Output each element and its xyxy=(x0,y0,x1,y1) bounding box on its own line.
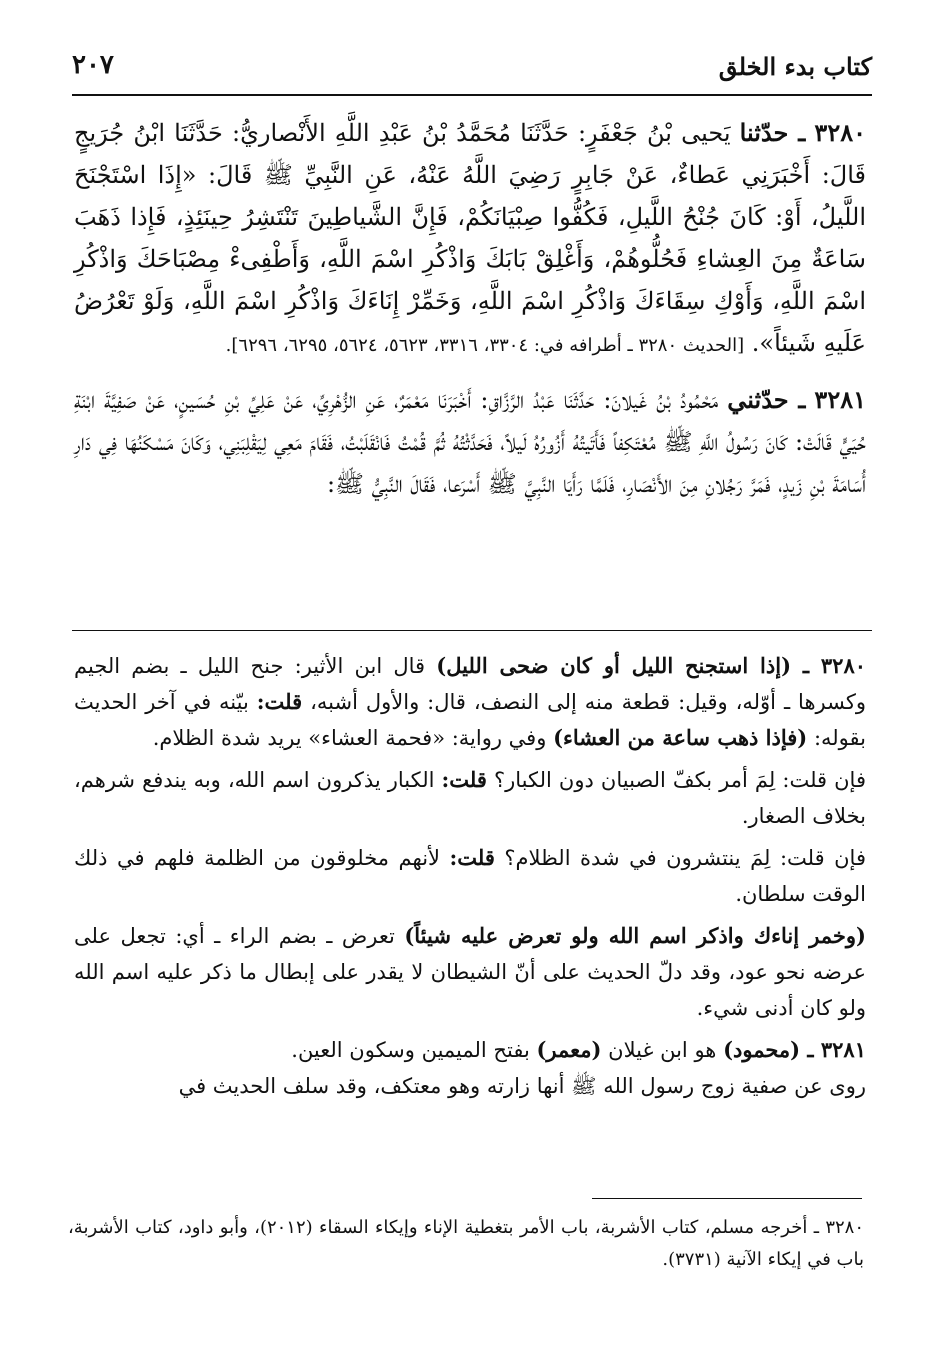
page-header xyxy=(72,44,872,94)
hadith-opening: حدّثنا xyxy=(739,118,789,147)
commentary-text: لأنهم مخلوقون من الظلمة فلهم في ذلك الوقت سلطان. xyxy=(74,846,866,906)
hadith-number: ٣٢٨٠ xyxy=(814,118,866,147)
commentary-paragraph: ٣٢٨٠ ـ (إذا استجنح الليل أو كان ضحى الليل) قال ابن الأثير: جنح الليل ـ بضم الجيم وكسرها ـ أوّله، وقيل: قطعة منه إلى النصف، قال: والأول أشبه، قلت: بيّنه في آخر الحديث بقوله: (فإذا ذهب ساعة من العشاء) وفي رواية: «فحمة العشاء» يريد شدة الظلام. xyxy=(74,653,867,750)
qult-label: قلت: xyxy=(256,689,303,714)
commentary-lemma: (فإذا ذهب ساعة من العشاء) xyxy=(553,725,808,750)
hadith-opening: حدّثني xyxy=(727,385,789,414)
hadith-text xyxy=(74,112,866,517)
header-rule xyxy=(72,94,872,96)
commentary-text: قال ابن الأثير: جنح الليل ـ بضم الجيم وكسرها ـ أوّله، وقيل: قطعة منه إلى النصف، قال: والأول أشبه، xyxy=(74,654,866,714)
commentary-paragraph xyxy=(74,918,866,1026)
commentary-lemma: (وخمر إناءك واذكر اسم الله ولو تعرض عليه شيئاً) xyxy=(404,923,866,948)
hadith-reference: [الحديث ٣٢٨٠ ـ أطرافه في: ٣٣٠٤، ٣٣١٦، ٥٦٢٣، ٥٦٢٤، ٦٢٩٥، ٦٢٩٦]. xyxy=(225,335,745,356)
commentary-lemma: (معمر) xyxy=(536,1037,602,1062)
commentary-text: بيّنه في آخر الحديث بقوله: xyxy=(74,690,866,750)
hadith-3280: ٣٢٨٠ ـ حدّثنا يَحيى بْنُ جَعْفَرٍ: حَدَّثَنَا مُحَمَّدُ بْنُ عَبْدِ اللَّهِ الأَنْصاريُّ: حَدَّثَنَا ابْنُ جُرَيجٍ قَالَ: أَخْبَرَنِي عَطاءٌ، عَنْ جَابِرٍ رَضِيَ اللَّهُ عَنْهُ، عَنِ النَّبِيِّ ﷺ قَالَ: «إِذَا اسْتَجْنَحَ اللَّيلُ، أَوْ: كَانَ جُنْحُ اللَّيلِ، فَكُفُّوا صِبْيَانَكُمْ، فَإِنَّ الشَّياطِينَ تَنْتَشِرُ حِينَئِذٍ، فَإِذا ذَهَبَ سَاعَةٌ مِنَ العِشاءِ فَحُلُّوهُمْ، وَأَغْلِقْ بَابَكَ وَاذْكُرِ اسْمَ اللَّهِ، وَأَطْفِىءْ مِصْبَاحَكَ وَاذْكُرِ اسْمَ اللَّهِ، وَأَوْكِ سِقَاءَكَ وَاذْكُرِ اسْمَ اللَّهِ، وَخَمِّرْ إِنَاءَكَ وَاذْكُرِ اسْمَ اللَّهِ، وَلَوْ تَعْرُضُ عَلَيهِ شَيئاً». [الحديث ٣٢٨٠ ـ أطرافه في: ٣٣٠٤، ٣٣١٦، ٥٦٢٣، ٥٦٢٤، ٦٢٩٥، ٦٢٩٦]. xyxy=(74,118,866,357)
commentary-paragraph: ٣٢٨١ ـ (محمود) هو ابن غيلان (معمر) بفتح الميمين وسكون العين. xyxy=(291,1037,866,1062)
running-title: كتاب بدء الخلق xyxy=(718,52,872,81)
commentary-paragraph xyxy=(74,840,866,912)
commentary-number: ٣٢٨٠ xyxy=(820,653,867,678)
footnote: ٣٢٨٠ ـ أخرجه مسلم، كتاب الأشربة، باب الأمر بتغطية الإناء وإيكاء السقاء (٢٠١٢)، وأبو داود، كتاب الأشربة، باب في إيكاء الآنية (٣٧٣١). xyxy=(68,1217,864,1270)
commentary-text: تعرض ـ بضم الراء ـ أي: تجعل على عرضه نحو عود، وقد دلّ الحديث على أنّ الشيطان لا يقدر على إبطال ما ذكر عليه اسم الله ولو كان أدنى شيء. xyxy=(74,924,866,1020)
commentary-text: روى عن صفية زوج رسول الله ﷺ أنها زارته وهو معتكف، وقد سلف الحديث في xyxy=(178,1074,866,1098)
commentary-lemma: (محمود) xyxy=(723,1037,801,1062)
hadith-3281: ٣٢٨١ ـ حدّثني مَحْمُودُ بْنُ غَيلانَ: حَدَّثَنَا عَبْدُ الرَّزَّاقِ: أَخْبَرَنَا مَعْمَرٌ، عَنِ الزُّهْرِيِّ، عَنْ عَلِيِّ بْنِ حُسَينٍ، عَنْ صَفِيَّةَ ابْنَةِ حُيَيٍّ قَالَتْ: كَانَ رَسُولُ اللَّهِ ﷺ مُعْتَكِفاً فَأَتَيتُهُ أَزُورُهُ لَيلاً، فَحَدَّثْتُهُ ثُمَّ قُمْتُ فَانْقَلَبْتُ، فَقَامَ مَعِي لِيَقْلِبَنِي، وَكَانَ مَسْكَنُهَا فِي دَارِ أُسَامَةَ بْنِ زَيدٍ، فَمَرَّ رَجُلانِ مِنَ الأَنْصَارِ، فَلَمَّا رَأَيَا النَّبِيَّ ﷺ أَسْرَعا، فَقَالَ النَّبِيُّ ﷺ: xyxy=(74,385,867,498)
commentary-paragraph xyxy=(74,1068,866,1104)
hadith-body: يَحيى بْنُ جَعْفَرٍ: حَدَّثَنَا مُحَمَّدُ بْنُ عَبْدِ اللَّهِ الأَنْصاريُّ: حَدَّثَنَا ابْنُ جُرَيجٍ قَالَ: أَخْبَرَنِي عَطاءٌ، عَنْ جَابِرٍ رَضِيَ اللَّهُ عَنْهُ، عَنِ النَّبِيِّ ﷺ قَالَ: «إِذَا اسْتَجْنَحَ اللَّيلُ، أَوْ: كَانَ جُنْحُ اللَّيلِ، فَكُفُّوا صِبْيَانَكُمْ، فَإِنَّ الشَّياطِينَ تَنْتَشِرُ حِينَئِذٍ، فَإِذا ذَهَبَ سَاعَةٌ مِنَ العِشاءِ فَحُلُّوهُمْ، وَأَغْلِقْ بَابَكَ وَاذْكُرِ اسْمَ اللَّهِ، وَأَطْفِىءْ مِصْبَاحَكَ وَاذْكُرِ اسْمَ اللَّهِ، وَأَوْكِ سِقَاءَكَ وَاذْكُرِ اسْمَ اللَّهِ، وَخَمِّرْ إِنَاءَكَ وَاذْكُرِ اسْمَ اللَّهِ، وَلَوْ تَعْرُضُ عَلَيهِ شَيئاً». xyxy=(74,119,866,357)
hadith-number: ٣٢٨١ xyxy=(814,385,866,414)
qult-label: قلت: xyxy=(441,767,487,792)
commentary-number: ٣٢٨١ xyxy=(820,1037,866,1062)
commentary-text: الكبار يذكرون اسم الله، وبه يندفع شرهم، بخلاف الصغار. xyxy=(74,768,866,828)
commentary-lemma: (إذا استجنح الليل أو كان ضحى الليل) xyxy=(436,653,792,678)
commentary-divider xyxy=(72,630,872,631)
commentary-text: بفتح الميمين وسكون العين. xyxy=(291,1038,530,1062)
commentary-text: وفي رواية: «فحمة العشاء» يريد شدة الظلام. xyxy=(152,726,547,750)
page-number: ٢٠٧ xyxy=(72,50,114,80)
qult-label: قلت: xyxy=(449,845,495,870)
commentary xyxy=(74,648,866,1110)
hadith-body: مَحْمُودُ بْنُ غَيلانَ: حَدَّثَنَا عَبْدُ الرَّزَّاقِ: أَخْبَرَنَا مَعْمَرٌ، عَنِ الزُّهْرِيِّ، عَنْ عَلِيِّ بْنِ حُسَينٍ، عَنْ صَفِيَّةَ ابْنَةِ حُيَيٍّ قَالَتْ: كَانَ رَسُولُ اللَّهِ ﷺ مُعْتَكِفاً فَأَتَيتُهُ أَزُورُهُ لَيلاً، فَحَدَّثْتُهُ ثُمَّ قُمْتُ فَانْقَلَبْتُ، فَقَامَ مَعِي لِيَقْلِبَنِي، وَكَانَ مَسْكَنُهَا فِي دَارِ أُسَامَةَ بْنِ زَيدٍ، فَمَرَّ رَجُلانِ مِنَ الأَنْصَارِ، فَلَمَّا رَأَيَا النَّبِيَّ ﷺ أَسْرَعا، فَقَالَ النَّبِيُّ ﷺ: xyxy=(74,386,867,498)
commentary-paragraph xyxy=(74,762,866,834)
commentary-text: فإن قلت: لِمَ أمر بكفّ الصبيان دون الكبار؟ xyxy=(494,768,866,792)
commentary-text: هو ابن غيلان xyxy=(608,1038,717,1062)
footnote-rule xyxy=(592,1198,862,1199)
commentary-text: فإن قلت: لِمَ ينتشرون في شدة الظلام؟ xyxy=(504,846,866,870)
